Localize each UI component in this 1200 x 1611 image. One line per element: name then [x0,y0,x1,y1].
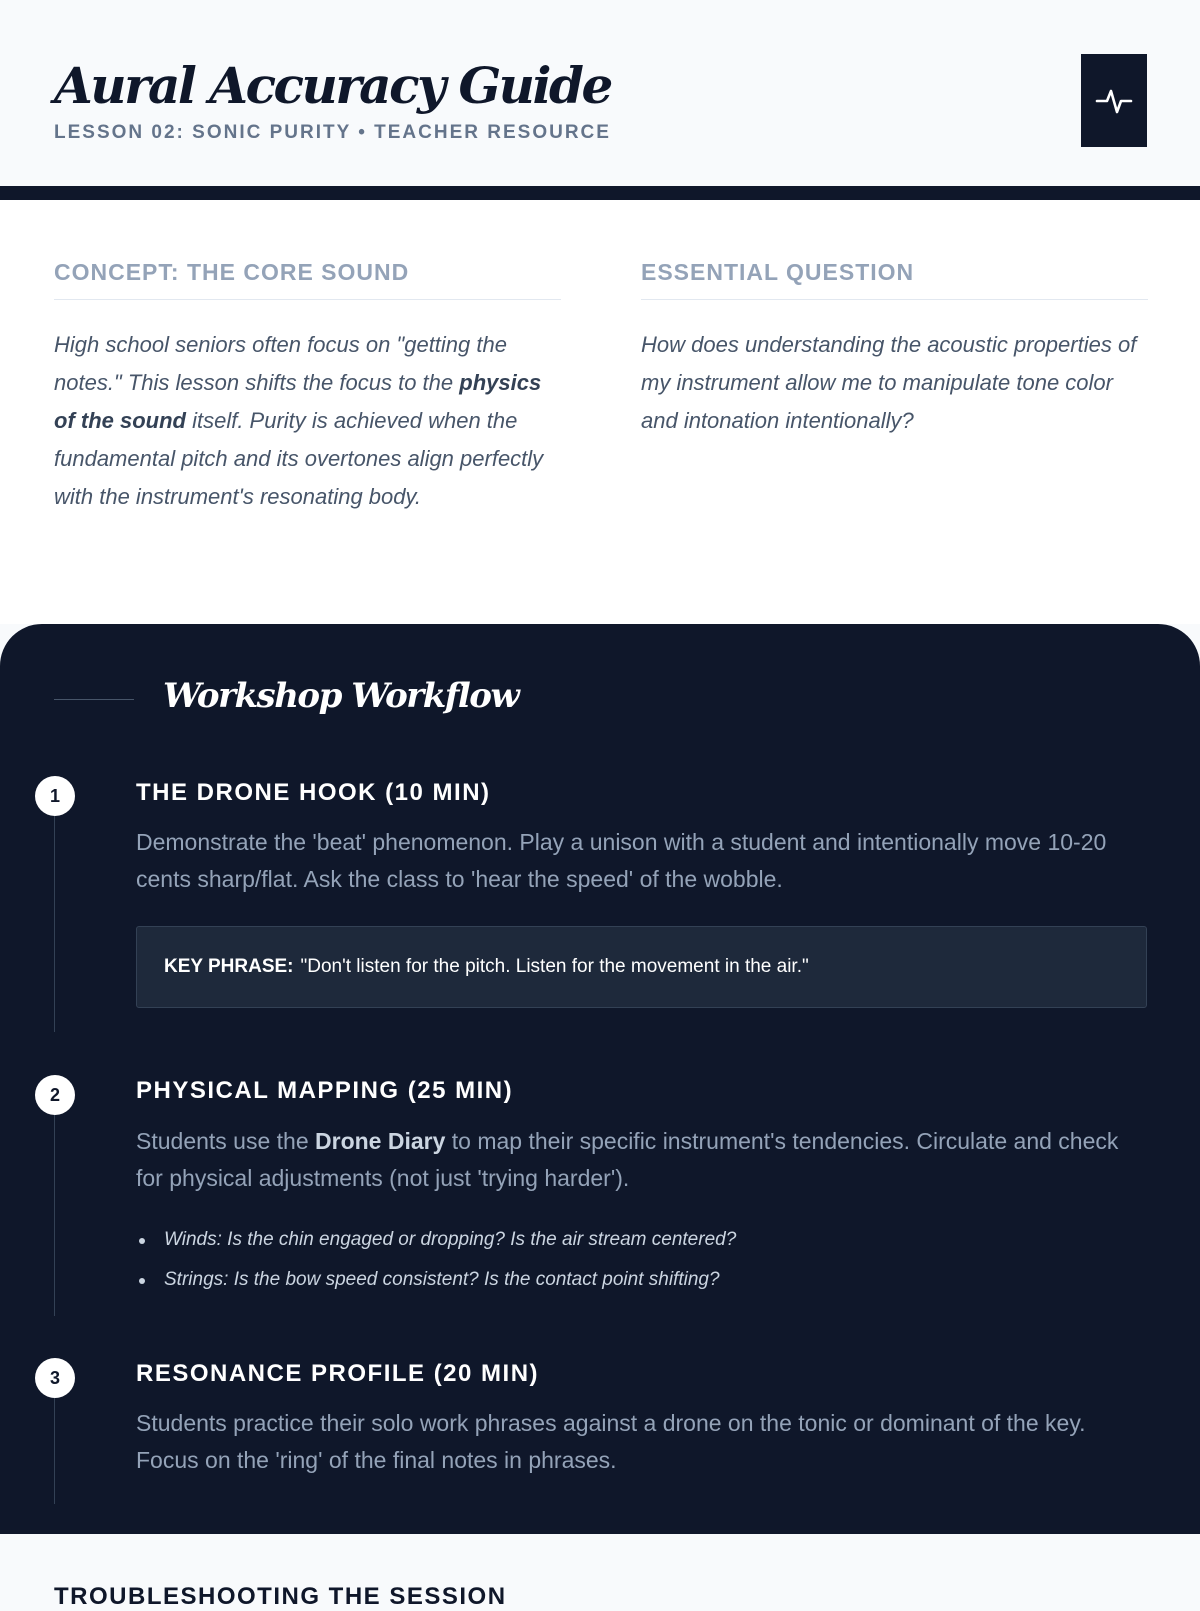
key-phrase-label: KEY PHRASE: [164,956,294,977]
list-item: Strings: Is the bow speed consistent? Is the contact point shifting? [136,1260,736,1300]
key-phrase-text: "Don't listen for the pitch. Listen for the movement in the air." [300,956,809,977]
step-description: Students practice their solo work phrases against a drone on the tonic or dominant of the key. Focus on the 'ring' of the final notes in phrases. [136,1410,1086,1473]
title-rule [54,699,134,700]
step-description-start: Students use the [136,1128,316,1154]
concept-text [54,326,561,516]
logo-badge [1081,54,1147,147]
question-column [641,257,1148,462]
concept-text-emphasis: physics of the sound [54,370,542,433]
timeline-line [54,1098,55,1316]
troubleshooting-heading: TROUBLESHOOTING THE SESSION [54,1583,507,1610]
step-number-badge: 3 [35,1358,75,1398]
page-title: Aural Accuracy Guide [54,56,611,115]
page-subtitle: LESSON 02: SONIC PURITY • TEACHER RESOURCE [54,122,611,143]
step-description: Demonstrate the 'beat' phenomenon. Play a unison with a student and intentionally move 10-20 cents sharp/flat. Ask the class to 'hear the speed' of the wobble. [136,829,1107,892]
question-heading: ESSENTIAL QUESTION [641,257,1148,300]
list-item: Winds: Is the chin engaged or dropping? Is the air stream centered? [136,1220,736,1260]
step-number-badge: 1 [35,776,75,816]
drone-diary-emphasis: Drone Diary [315,1128,446,1154]
step-title: THE DRONE HOOK (10 MIN) [136,779,491,806]
step-title: PHYSICAL MAPPING (25 MIN) [136,1077,514,1104]
waveform-pulse-icon [1094,81,1134,121]
step-description-end: to map their specific instrument's tendencies. Circulate and check for physical adjustments (not just 'trying harder'). [136,1128,1119,1191]
adjustment-checklist [136,1220,736,1300]
key-phrase-box [136,926,1147,1008]
concept-text-end: itself. Purity is achieved when the fundamental pitch and its overtones align perfectly with the instrument's resonating body. [54,408,544,509]
timeline-line [54,1382,55,1504]
page-header [0,0,1200,200]
workshop-title: Workshop Workflow [163,676,519,716]
step-description [136,1123,1146,1197]
step-title: RESONANCE PROFILE (20 MIN) [136,1360,540,1387]
step-number-badge: 2 [35,1075,75,1115]
intro-section [0,200,1200,624]
workshop-section [0,624,1200,1534]
concept-heading: CONCEPT: THE CORE SOUND [54,257,561,300]
timeline-line [54,800,55,1032]
concept-column [54,257,561,538]
question-text: How does understanding the acoustic properties of my instrument allow me to manipulate tone color and intonation intentionally? [641,332,1137,433]
concept-text-start: High school seniors often focus on "getting the notes." This lesson shifts the focus to the [54,332,507,395]
